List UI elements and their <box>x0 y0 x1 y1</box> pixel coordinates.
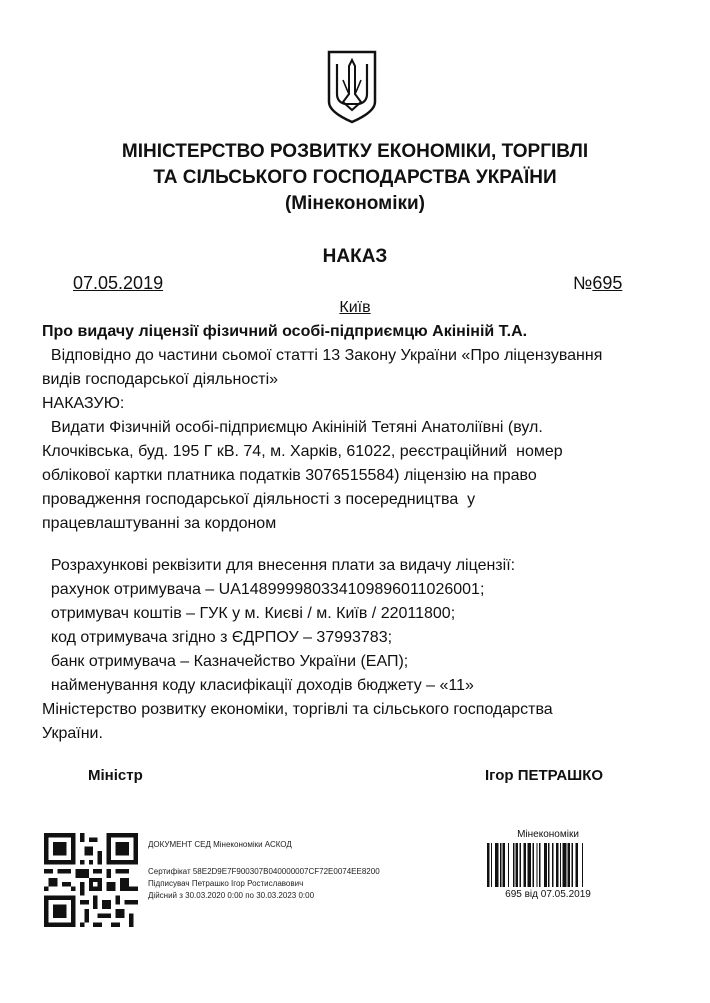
barcode-bar <box>523 843 526 887</box>
barcode-bar <box>582 843 583 887</box>
signer-name: Ігор ПЕТРАШКО <box>485 767 604 784</box>
barcode-title: Мінекономіки <box>517 829 579 840</box>
decision-line: провадження господарської діяльності з посередництва у <box>42 491 476 508</box>
barcode-bar <box>568 843 571 887</box>
basis-line: Відповідно до частини сьомої статті 13 Закону України «Про ліцензування <box>42 347 603 364</box>
payment-line: Розрахункові реквізити для внесення плати за видачу ліцензії: <box>42 557 516 574</box>
number-value: 695 <box>592 273 623 293</box>
number-prefix: № <box>573 273 593 293</box>
certificate-id: Сертифікат 58E2D9E7F900307B040000007CF72E0074EE8200 <box>148 867 380 876</box>
decision-line: Клочківська, буд. 195 Г кВ. 74, м. Харків, 61022, реєстраційний номер <box>42 443 563 460</box>
barcode-bar <box>575 843 578 887</box>
trident-emblem-icon <box>325 50 379 124</box>
barcode-bar <box>562 843 566 887</box>
barcode-bar <box>536 843 537 887</box>
barcode-bar <box>487 843 490 887</box>
barcode-bar <box>508 843 509 887</box>
barcode-bar <box>516 843 519 887</box>
document-system-label: ДОКУМЕНТ СЕД Мінекономіки АСКОД <box>148 840 292 849</box>
barcode-bar <box>548 843 549 887</box>
ministry-name-line2: ТА СІЛЬСЬКОГО ГОСПОДАРСТВА УКРАЇНИ <box>153 167 557 188</box>
order-number <box>573 273 622 294</box>
barcode-block <box>483 829 613 905</box>
barcode-bar <box>503 843 506 887</box>
barcode-caption: 695 від 07.05.2019 <box>505 889 591 900</box>
barcode-bar <box>495 843 499 887</box>
payment-line: найменування коду класифікації доходів бюджету – «11» <box>42 677 474 694</box>
qr-code-icon <box>44 833 138 927</box>
ministry-short-name: (Мінекономіки) <box>284 193 426 214</box>
barcode-bar <box>539 843 540 887</box>
barcode-bar <box>533 843 534 887</box>
payment-line: Міністерство розвитку економіки, торгівлі та сільського господарства <box>42 701 553 718</box>
order-date: 07.05.2019 <box>73 273 164 293</box>
payment-line: банк отримувача – Казначейство України (ЕАП); <box>42 653 409 670</box>
decision-line: Видати Фізичній особі-підприємцю Акініній Тетяні Анатоліївні (вул. <box>42 419 543 436</box>
certificate-validity: Дійсний з 30.03.2020 0:00 по 30.03.2023 0:00 <box>148 891 315 900</box>
order-subject: Про видачу ліцензії фізичний особі-підприємцю Акініній Т.А. <box>42 323 528 340</box>
payment-line: України. <box>42 725 103 742</box>
payment-line: код отримувача згідно з ЄДРПОУ – 37993783; <box>42 629 393 646</box>
barcode-bar <box>527 843 531 887</box>
payment-line: рахунок отримувача – UA148999980334109896011026001; <box>42 581 485 598</box>
signer-full-name: Підписувач Петрашко Ігор Ростиславович <box>148 879 304 888</box>
barcode-bar <box>513 843 514 887</box>
order-city: Київ <box>339 299 371 316</box>
decision-line: облікової картки платника податків 3076515584) ліцензію на право <box>42 467 537 484</box>
order-word: НАКАЗУЮ: <box>42 395 125 412</box>
signer-position: Міністр <box>88 767 143 784</box>
payment-line: отримувач коштів – ГУК у м. Києві / м. Київ / 22011800; <box>42 605 456 622</box>
basis-line: видів господарської діяльності» <box>42 371 279 388</box>
barcode-bar <box>560 843 561 887</box>
barcode-bar <box>572 843 573 887</box>
barcode-bar <box>544 843 547 887</box>
barcode-bar <box>500 843 501 887</box>
barcode-bar <box>491 843 492 887</box>
barcode-icon <box>483 843 613 887</box>
ministry-name-line1: МІНІСТЕРСТВО РОЗВИТКУ ЕКОНОМІКИ, ТОРГІВЛІ <box>121 141 589 162</box>
barcode-bar <box>552 843 553 887</box>
barcode-bar <box>556 843 559 887</box>
decision-line: працевлаштуванні за кордоном <box>42 515 277 532</box>
barcode-bar <box>520 843 521 887</box>
order-title: НАКАЗ <box>322 246 388 267</box>
